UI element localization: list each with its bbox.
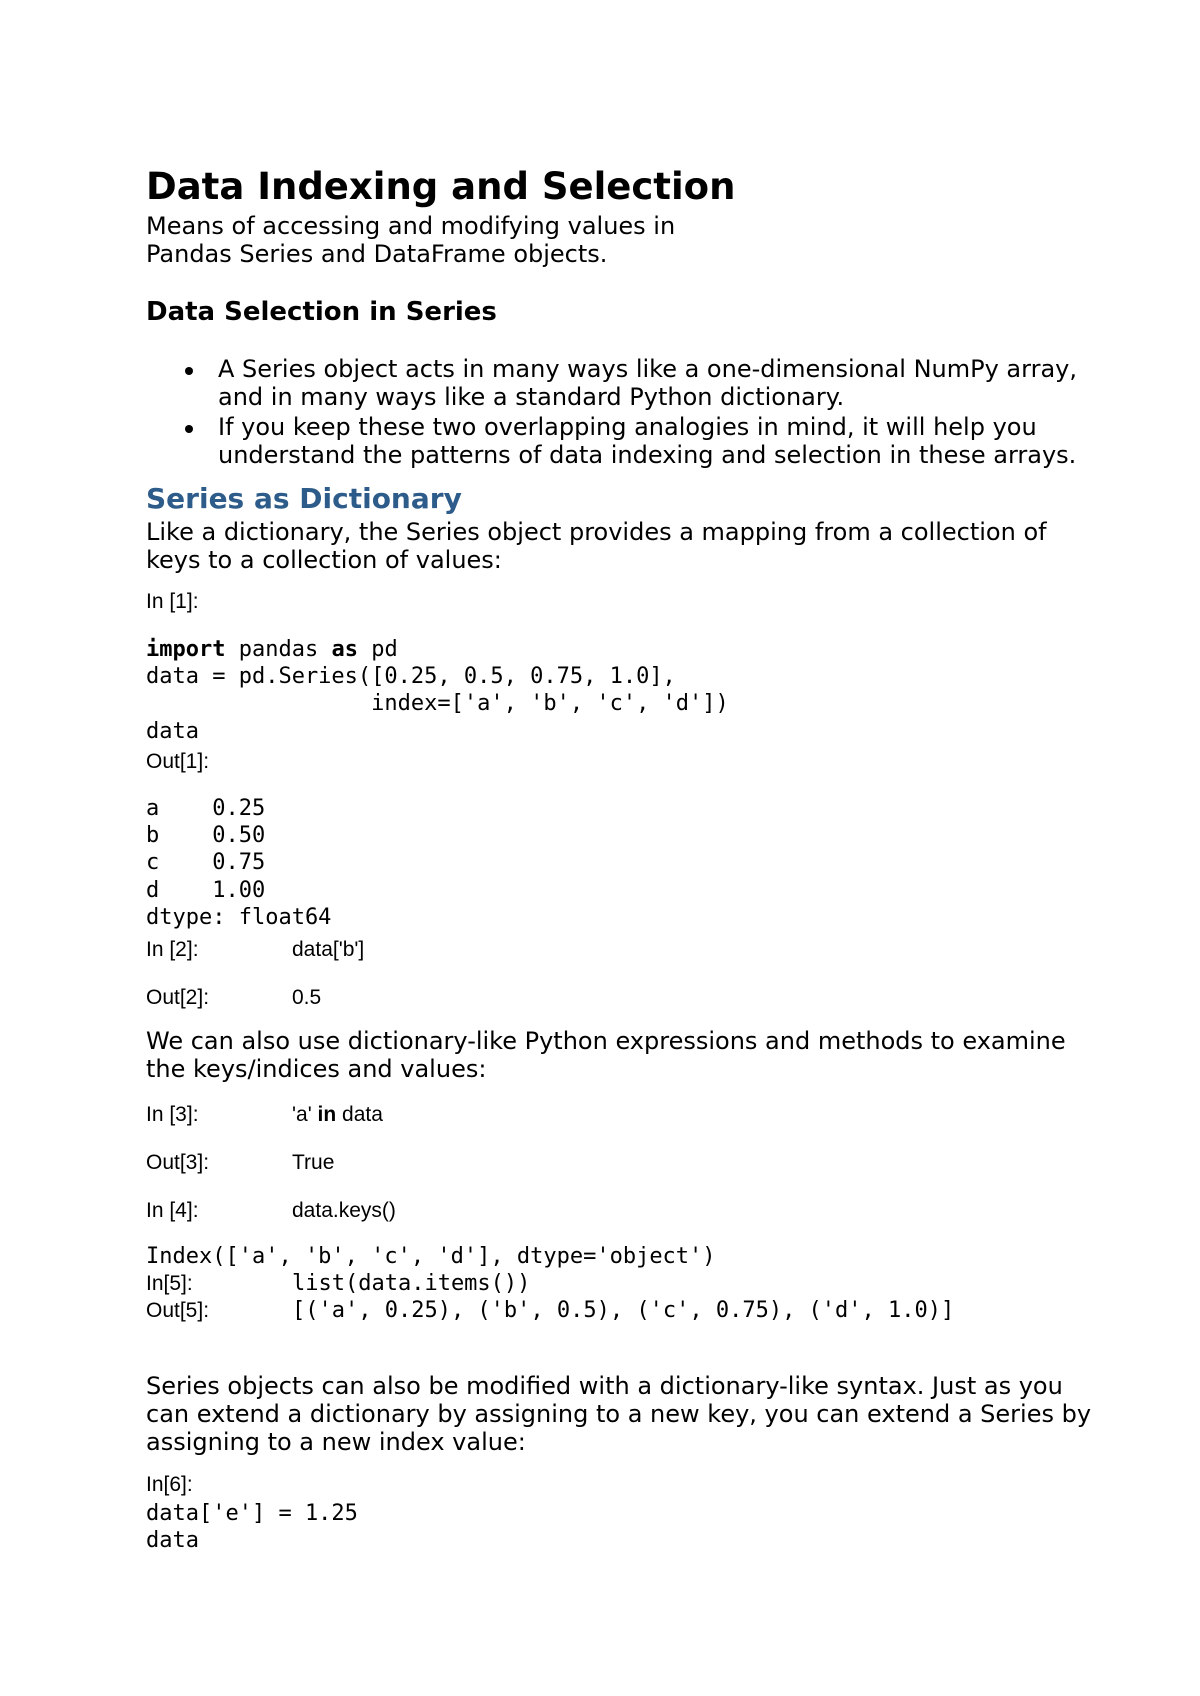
cell-in-4-label: In [4]: [146, 1199, 199, 1222]
paragraph-1-line-1: Like a dictionary, the Series object provides a mapping from a collection of [146, 518, 1047, 546]
cell-out-5-value: [('a', 0.25), ('b', 0.5), ('c', 0.75), ('d', 1.0)] [292, 1298, 955, 1323]
paragraph-2-line-1: We can also use dictionary-like Python expressions and methods to examine [146, 1027, 1066, 1055]
intro-line-1: Means of accessing and modifying values in [146, 212, 676, 240]
code-alias: pd [357, 637, 398, 662]
code-line: data [146, 1528, 199, 1553]
code-string: 'a' [292, 1103, 318, 1126]
output-row: a 0.25 [146, 796, 266, 821]
paragraph-3-line-2: can extend a dictionary by assigning to a new key, you can extend a Series by [146, 1400, 1092, 1428]
code-line-2: data = pd.Series([0.25, 0.5, 0.75, 1.0], [146, 664, 676, 689]
bullet-2-line-2: understand the patterns of data indexing and selection in these arrays. [218, 441, 1077, 469]
cell-out-2-label: Out[2]: [146, 986, 210, 1009]
cell-in-5-label: In[5]: [146, 1272, 193, 1295]
output-row: d 1.00 [146, 878, 266, 903]
cell-out-3-label: Out[3]: [146, 1151, 210, 1174]
code-variable: data [336, 1103, 383, 1126]
code-line-import [146, 636, 398, 664]
code-line-3: index=['a', 'b', 'c', 'd']) [146, 691, 729, 716]
bullet-2-line-1: If you keep these two overlapping analogies in mind, it will help you [218, 413, 1037, 441]
cell-in-4-code: data.keys() [292, 1199, 396, 1222]
keyword-import: import [146, 637, 226, 662]
section-heading-series-as-dictionary: Series as Dictionary [146, 482, 462, 515]
cell-in-2-code: data['b'] [292, 938, 365, 961]
cell-out-1-label: Out[1]: [146, 750, 210, 773]
output-dtype: dtype: float64 [146, 905, 332, 930]
cell-out-5-label: Out[5]: [146, 1299, 210, 1322]
cell-in-2-label: In [2]: [146, 938, 199, 961]
output-row: c 0.75 [146, 850, 266, 875]
cell-in-5-code: list(data.items()) [292, 1271, 531, 1296]
page-title: Data Indexing and Selection [146, 165, 736, 208]
code-module: pandas [225, 637, 332, 662]
keyword-in: in [317, 1103, 337, 1126]
cell-out-3-value: True [292, 1151, 335, 1174]
cell-in-3-code [292, 1103, 383, 1127]
cell-out-4-value: Index(['a', 'b', 'c', 'd'], dtype='object') [146, 1244, 716, 1269]
cell-in-1-label: In [1]: [146, 590, 199, 613]
paragraph-2-line-2: the keys/indices and values: [146, 1055, 487, 1083]
cell-in-3-label: In [3]: [146, 1103, 199, 1126]
paragraph-3-line-1: Series objects can also be modified with a dictionary-like syntax. Just as you [146, 1372, 1063, 1400]
code-line: data['e'] = 1.25 [146, 1501, 358, 1526]
paragraph-3-line-3: assigning to a new index value: [146, 1428, 526, 1456]
section-heading-data-selection: Data Selection in Series [146, 297, 497, 327]
paragraph-1-line-2: keys to a collection of values: [146, 546, 502, 574]
bullet-1-line-1: A Series object acts in many ways like a one-dimensional NumPy array, [218, 355, 1077, 383]
code-line-4: data [146, 719, 199, 744]
bullet-1-line-2: and in many ways like a standard Python dictionary. [218, 383, 845, 411]
intro-line-2: Pandas Series and DataFrame objects. [146, 240, 608, 268]
cell-in-6-label: In[6]: [146, 1473, 193, 1496]
bullet-dot [185, 425, 193, 433]
cell-out-2-value: 0.5 [292, 986, 322, 1009]
bullet-dot [185, 367, 193, 375]
keyword-as: as [331, 637, 358, 662]
output-row: b 0.50 [146, 823, 266, 848]
